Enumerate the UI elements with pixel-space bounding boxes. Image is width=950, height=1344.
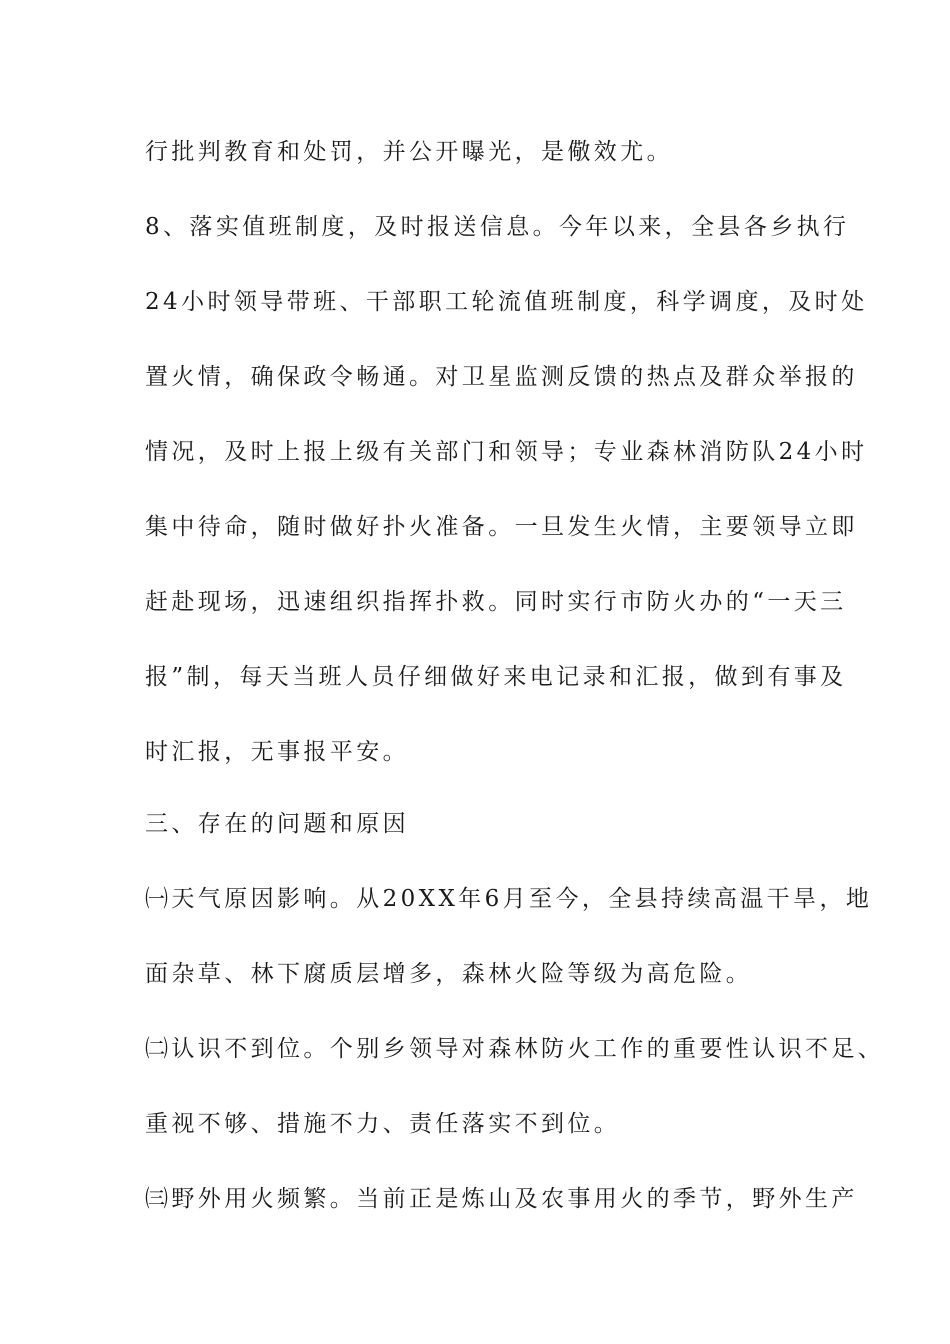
text-line: ㈠天气原因影响。从20XX年6月至今，全县持续高温干旱，地 (145, 886, 873, 912)
text-line: 行批判教育和处罚，并公开曝光，是儆效尤。 (145, 139, 673, 165)
section-heading: 三、存在的问题和原因 (145, 811, 409, 837)
text-line: 重视不够、措施不力、责任落实不到位。 (145, 1111, 621, 1137)
text-line: 24小时领导带班、干部职工轮流值班制度，科学调度，及时处 (145, 289, 868, 315)
text-line: 报”制，每天当班人员仔细做好来电记录和汇报，做到有事及 (145, 664, 847, 690)
text-line: 置火情，确保政令畅通。对卫星监测反馈的热点及群众举报的 (145, 364, 858, 390)
text-line: 赶赴现场，迅速组织指挥扑救。同时实行市防火办的“一天三 (145, 589, 847, 615)
text-line: 时汇报，无事报平安。 (145, 739, 409, 765)
text-line: 8、落实值班制度，及时报送信息。今年以来，全县各乡执行 (145, 214, 850, 240)
text-line: ㈢野外用火频繁。当前正是炼山及农事用火的季节，野外生产 (145, 1186, 858, 1212)
text-line: 集中待命，随时做好扑火准备。一旦发生火情，主要领导立即 (145, 514, 858, 540)
text-line: ㈡认识不到位。个别乡领导对森林防火工作的重要性认识不足、 (145, 1036, 885, 1062)
text-line: 情况，及时上报上级有关部门和领导；专业森林消防队24小时 (145, 439, 868, 465)
text-line: 面杂草、林下腐质层增多，森林火险等级为高危险。 (145, 961, 753, 987)
